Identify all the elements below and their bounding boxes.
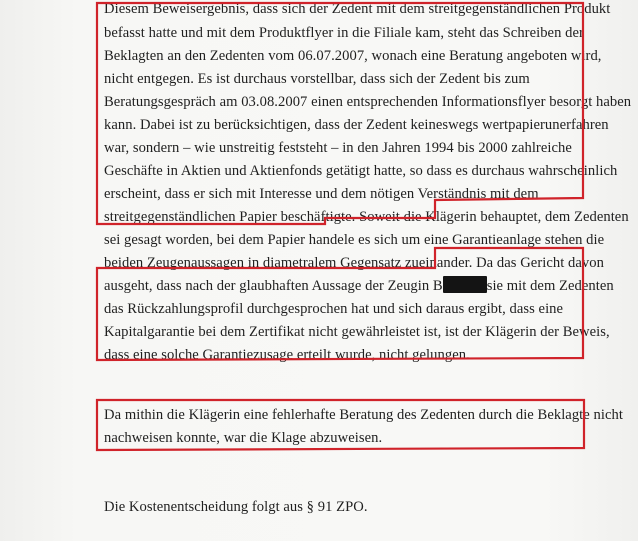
- text-line: war, sondern – wie unstreitig feststeht – in den Jahren 1994 bis 2000 zahlreiche: [104, 140, 572, 156]
- text-line: streitgegenständlichen Papier beschäftigte. Soweit die Klägerin behauptet, dem Zedenten: [104, 209, 629, 225]
- text-line: befasst hatte und mit dem Produktflyer in die Filiale kam, steht das Schreiben der: [104, 25, 584, 41]
- text-line: Beklagten an den Zedenten vom 06.07.2007, wonach eine Beratung angeboten wird,: [104, 48, 602, 64]
- highlight-box-1: [97, 3, 583, 224]
- text-line: Die Kostenentscheidung folgt aus § 91 ZPO.: [104, 499, 368, 515]
- text-line: beiden Zeugenaussagen in diametralem Gegensatz zueinander. Da das Gericht davon: [104, 255, 604, 271]
- highlight-box-3: [97, 400, 584, 450]
- text-line: Beratungsgespräch am 03.08.2007 einen entsprechenden Informationsflyer besorgt haben: [104, 94, 632, 110]
- text-line: nachweisen konnte, war die Klage abzuweisen.: [104, 430, 383, 446]
- text-line: Da mithin die Klägerin eine fehlerhafte Beratung des Zedenten durch die Beklagte nicht: [104, 407, 623, 423]
- highlight-box-2: [97, 248, 583, 360]
- text-line: Geschäfte in Aktien und Aktienfonds getätigt hatte, so dass es durchaus wahrscheinlich: [104, 163, 618, 179]
- text-fragment: sie mit dem Zedenten: [486, 278, 614, 294]
- text-line: Diesem Beweisergebnis, dass sich der Zedent mit dem streitgegenständlichen Produkt: [104, 1, 611, 17]
- text-line: das Rückzahlungsprofil durchgesprochen hat und sich daraus ergibt, dass eine: [104, 301, 564, 317]
- text-line: sei gesagt worden, bei dem Papier handele es sich um eine Garantieanlage stehen die: [104, 232, 605, 248]
- text-line: dass eine solche Garantiezusage erteilt wurde, nicht gelungen.: [104, 347, 470, 363]
- text-line: Kapitalgarantie bei dem Zertifikat nicht gewährleistet ist, ist der Klägerin der Beweis,: [104, 324, 610, 340]
- text-line: kann. Dabei ist zu berücksichtigen, dass der Zedent keineswegs wertpapierunerfahren: [104, 117, 609, 133]
- text-line: erscheint, dass er sich mit Interesse und dem nötigen Verständnis mit dem: [104, 186, 539, 202]
- text-line: nicht entgegen. Es ist durchaus vorstellbar, dass sich der Zedent bis zum: [104, 71, 530, 87]
- text-fragment: ausgeht, dass nach der glaubhaften Aussage der Zeugin B: [104, 278, 443, 294]
